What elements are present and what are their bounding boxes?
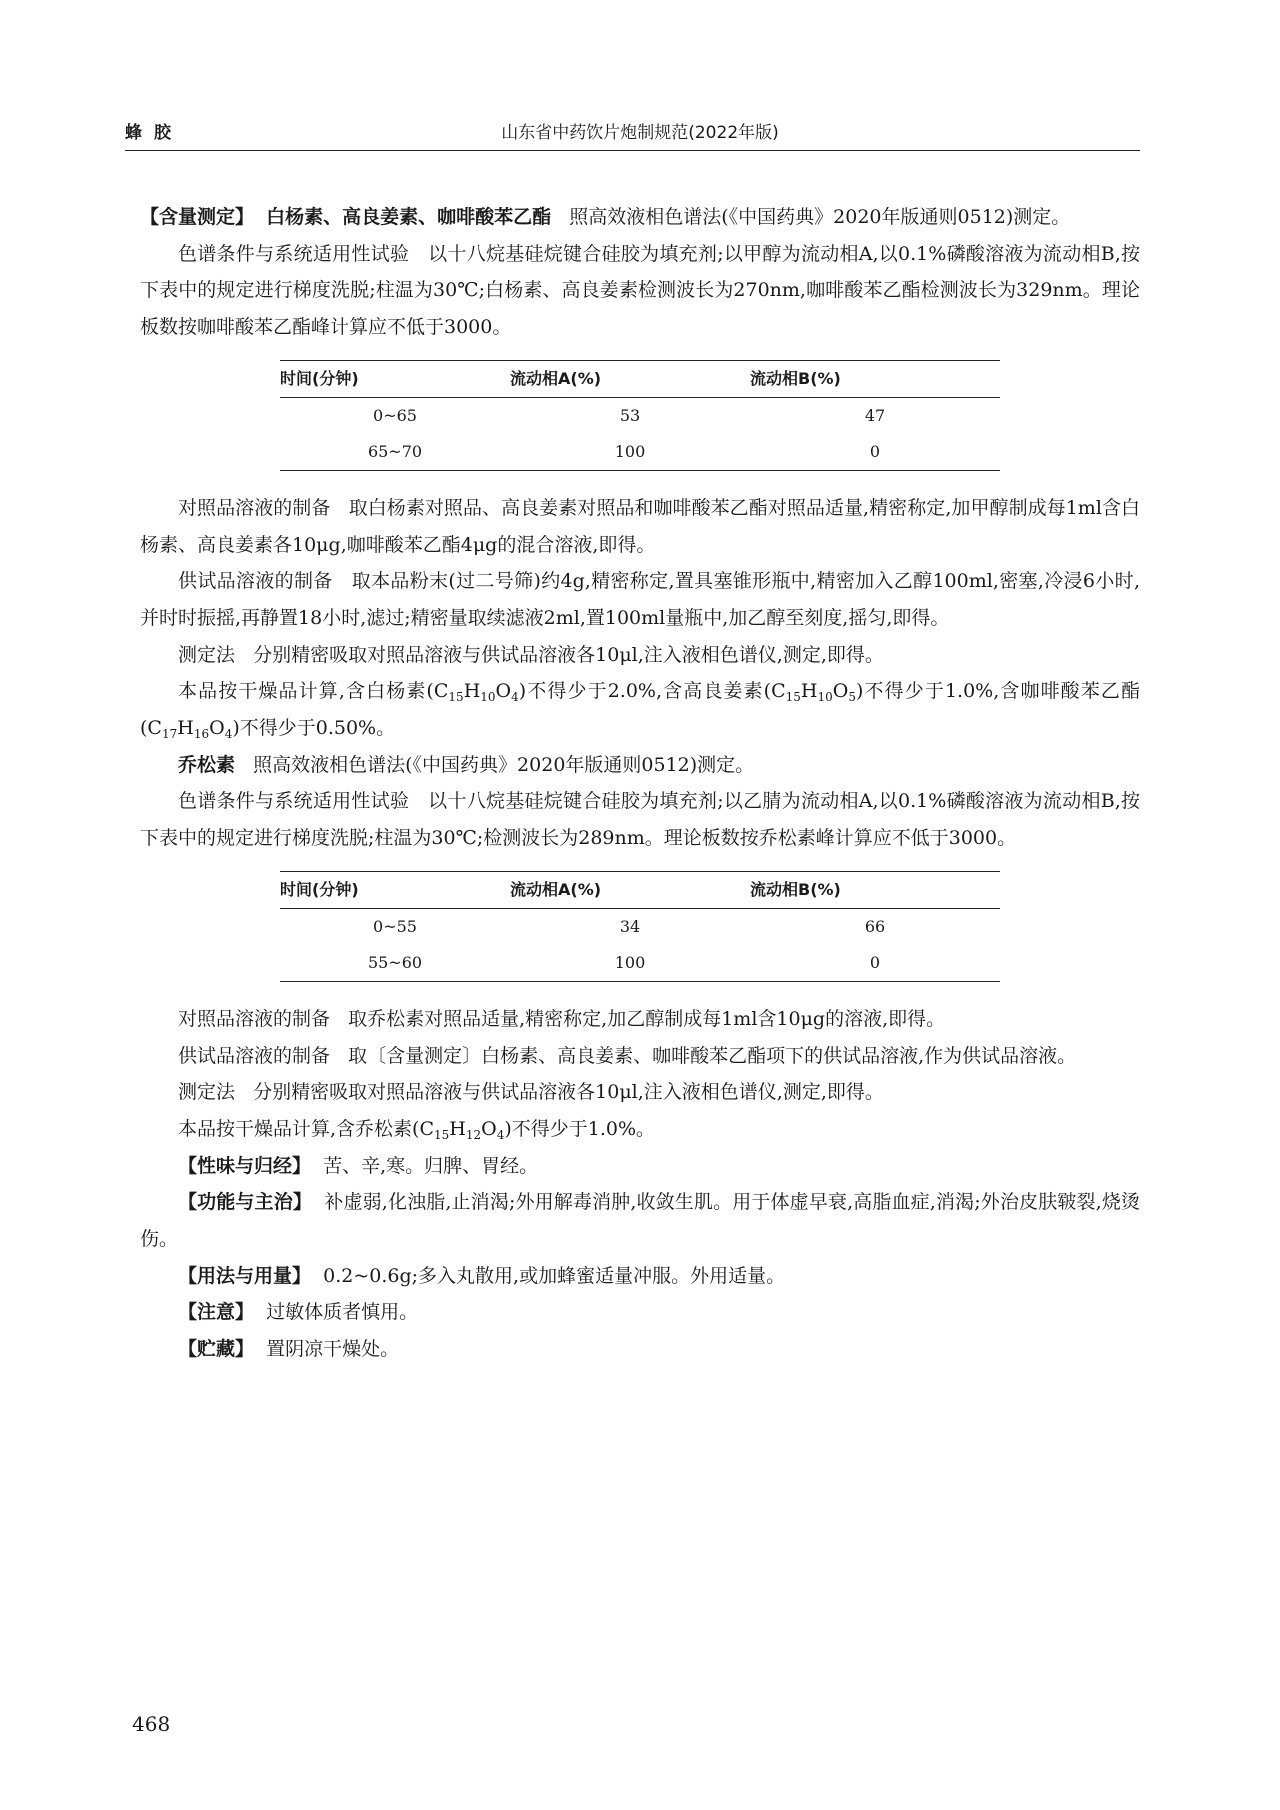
- page-number: 468: [132, 1712, 171, 1736]
- table-cell: 100: [510, 434, 750, 471]
- nature-text: 苦、辛,寒。归脾、胃经。: [323, 1154, 539, 1177]
- table-cell: 0: [750, 945, 1000, 982]
- assay-ref-text: 取白杨素对照品、高良姜素对照品和咖啡酸苯乙酯对照品适量,精密称定,加甲醇制成每1ml含白杨素、高良姜素各10μg,咖啡酸苯乙酯4μg的混合溶液,即得。: [140, 496, 1140, 556]
- table-header-cell: 流动相A(%): [510, 871, 750, 908]
- assay-limit-text: )不得少于2.0%,含高良姜素(: [518, 680, 772, 703]
- gradient-table-2: [280, 871, 1000, 982]
- function-text: 补虚弱,化浊脂,止消渴;外用解毒消肿,收敛生肌。用于体虚早衰,高脂血症,消渴;外治皮肤皲裂,烧烫伤。: [140, 1191, 1140, 1251]
- pinocembrin-ref-label: 对照品溶液的制备: [178, 1007, 331, 1030]
- pinocembrin-subject: 乔松素: [178, 753, 236, 776]
- table-header-cell: 时间(分钟): [280, 360, 510, 397]
- assay-intro: 照高效液相色谱法(《中国药典》2020年版通则0512)测定。: [569, 206, 1071, 228]
- page-header: [0, 0, 1280, 160]
- assay-chrom-text: 以十八烷基硅烷键合硅胶为填充剂;以甲醇为流动相A,以0.1%磷酸溶液为流动相B,按下表中的规定进行梯度洗脱;柱温为30℃;白杨素、高良姜素检测波长为270nm,咖啡酸苯乙酯检测波长为329nm。理论板数按咖啡酸苯乙酯峰计算应不低于3000。: [140, 242, 1141, 339]
- assay-label: 【含量测定】: [140, 206, 255, 228]
- usage-label: 【用法与用量】: [178, 1264, 312, 1287]
- assay-method-label: 测定法: [178, 643, 236, 666]
- table-header-row: [280, 360, 1000, 397]
- assay-limit-text: )不得少于0.50%。: [232, 717, 396, 740]
- pinocembrin-reference-paragraph: [140, 1001, 1140, 1038]
- table-cell: 66: [864, 916, 886, 936]
- table-header-row: [280, 871, 1000, 908]
- storage-label: 【贮藏】: [178, 1338, 255, 1361]
- storage-text: 置阴凉干燥处。: [266, 1338, 400, 1361]
- table-row: [280, 908, 1000, 945]
- table-header-cell: 流动相B(%): [750, 360, 1000, 397]
- pinocembrin-ref-text: 取乔松素对照品适量,精密称定,加乙醇制成每1ml含10μg的溶液,即得。: [348, 1007, 946, 1030]
- caution-text: 过敏体质者慎用。: [266, 1301, 419, 1324]
- pinocembrin-method-paragraph: [140, 1074, 1140, 1111]
- pinocembrin-method-label: 测定法: [178, 1081, 236, 1104]
- table-header-cell: 时间(分钟): [280, 871, 510, 908]
- table-header-cell: 流动相B(%): [750, 871, 1000, 908]
- assay-reference-paragraph: [140, 490, 1140, 563]
- pinocembrin-limit-paragraph: 本品按干燥品计算,含乔松素$(C_{15}H_{12}O_4)$不得少于1.0%。: [178, 1117, 656, 1142]
- pinocembrin-chrom-paragraph: [140, 783, 1140, 856]
- assay-chrom-label: 色谱条件与系统适用性试验: [178, 242, 410, 265]
- assay-limit-text: 本品按干燥品计算,含白杨素(: [178, 680, 434, 703]
- assay-chrom-paragraph: [140, 236, 1140, 346]
- assay-limit-text: )不得少于1.0%,含咖啡酸苯乙酯(: [140, 680, 1141, 740]
- gradient-table-1: [280, 360, 1000, 471]
- nature-paragraph: [140, 1148, 1140, 1185]
- assay-sample-paragraph: [140, 563, 1140, 636]
- assay-limit-paragraph: 本品按干燥品计算,含白杨素$(C_{15}H_{10}O_4)$不得少于2.0%,含高良姜素$(C_{15}H_{10}O_5)$不得少于1.0%,含咖啡酸苯乙酯$(C_{17}H_{16}O_4)$不得少于0.50%。: [140, 680, 1141, 742]
- table-cell: 100: [510, 945, 750, 982]
- pinocembrin-intro: 照高效液相色谱法(《中国药典》2020年版通则0512)测定。: [253, 753, 755, 776]
- pinocembrin-chrom-label: 色谱条件与系统适用性试验: [178, 790, 410, 813]
- table-cell: 55~60: [280, 945, 510, 982]
- table-cell: 53: [619, 405, 641, 425]
- pinocembrin-sample-text: 取〔含量测定〕白杨素、高良姜素、咖啡酸苯乙酯项下的供试品溶液,作为供试品溶液。: [348, 1044, 1077, 1067]
- function-label: 【功能与主治】: [178, 1191, 312, 1214]
- assay-sample-text: 取本品粉末(过二号筛)约4g,精密称定,置具塞锥形瓶中,精密加入乙醇100ml,密塞,冷浸6小时,并时时振摇,再静置18小时,滤过;精密量取续滤液2ml,置100ml量瓶中,加乙醇至刻度,摇匀,即得。: [140, 570, 1140, 629]
- storage-paragraph: [140, 1331, 1140, 1368]
- function-paragraph: [140, 1184, 1140, 1257]
- assay-ref-label: 对照品溶液的制备: [178, 496, 331, 519]
- assay-subject: 白杨素、高良姜素、咖啡酸苯乙酯: [266, 206, 552, 228]
- table-header-cell: 流动相A(%): [510, 360, 750, 397]
- usage-paragraph: [140, 1258, 1140, 1295]
- nature-label: 【性味与归经】: [178, 1154, 312, 1177]
- header-rule: [125, 150, 1140, 151]
- table-cell: 0: [750, 434, 1000, 471]
- table-cell: 0~55: [373, 916, 417, 936]
- pinocembrin-sample-label: 供试品溶液的制备: [178, 1044, 331, 1067]
- pinocembrin-chrom-text: 以十八烷基硅烷键合硅胶为填充剂;以乙腈为流动相A,以0.1%磷酸溶液为流动相B,按下表中的规定进行梯度洗脱;柱温为30℃;检测波长为289nm。理论板数按乔松素峰计算应不低于3000。: [140, 790, 1141, 850]
- pinocembrin-limit-text: )不得少于1.0%。: [504, 1117, 656, 1140]
- page-body: [140, 199, 1140, 1368]
- running-head-book-title: 山东省中药饮片炮制规范(2022年版): [501, 123, 779, 143]
- assay-method-paragraph: [140, 637, 1140, 674]
- pinocembrin-limit-text: 本品按干燥品计算,含乔松素(: [178, 1117, 420, 1140]
- table-cell: 0~65: [373, 405, 417, 425]
- caution-paragraph: [140, 1294, 1140, 1331]
- table-cell: 47: [864, 405, 886, 425]
- assay-sample-label: 供试品溶液的制备: [178, 570, 333, 593]
- pinocembrin-heading-paragraph: [140, 747, 1140, 784]
- usage-text: 0.2~0.6g;多入丸散用,或加蜂蜜适量冲服。外用适量。: [323, 1264, 786, 1287]
- assay-method-text: 分别精密吸取对照品溶液与供试品溶液各10μl,注入液相色谱仪,测定,即得。: [253, 643, 884, 666]
- table-row: [280, 945, 1000, 982]
- table-row: [280, 397, 1000, 434]
- caution-label: 【注意】: [178, 1301, 255, 1324]
- table-cell: 65~70: [280, 434, 510, 471]
- assay-heading-paragraph: [140, 199, 1140, 236]
- table-row: [280, 434, 1000, 471]
- pinocembrin-sample-paragraph: [140, 1038, 1140, 1075]
- pinocembrin-method-text: 分别精密吸取对照品溶液与供试品溶液各10μl,注入液相色谱仪,测定,即得。: [253, 1081, 884, 1104]
- running-head-drug-name: 蜂胶: [125, 123, 183, 143]
- table-cell: 34: [619, 916, 641, 936]
